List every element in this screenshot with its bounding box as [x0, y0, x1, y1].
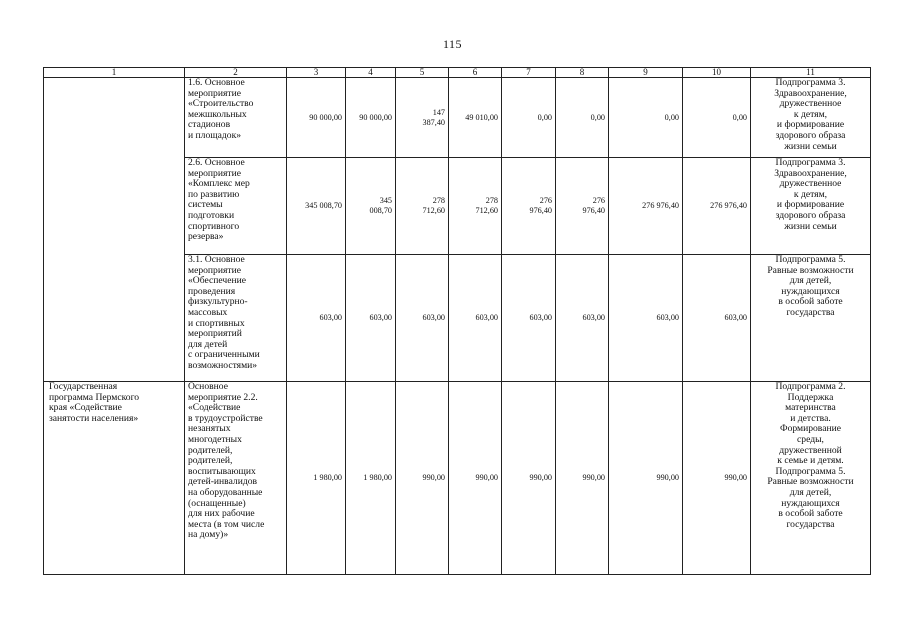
column-header: 6	[449, 68, 502, 78]
column-header: 11	[751, 68, 871, 78]
activity-cell: Основное мероприятие 2.2. «Содействие в трудоустройстве незанятых многодетных родителей, родителей, воспитывающих детей-инвалидов на оборудованные (оснащенные) для них рабочие места (в том числе на дому)»	[185, 382, 287, 575]
column-header: 7	[502, 68, 556, 78]
column-header: 3	[287, 68, 346, 78]
value-cell: 603,00	[449, 255, 502, 382]
value-cell: 345 008,70	[346, 158, 396, 255]
subprogram-cell: Подпрограмма 3. Здравоохранение, дружественное к детям, и формирование здорового образа жизни семьи	[751, 78, 871, 158]
value-cell: 278 712,60	[449, 158, 502, 255]
value-cell: 990,00	[609, 382, 683, 575]
value-cell: 90 000,00	[287, 78, 346, 158]
column-header: 9	[609, 68, 683, 78]
value-cell: 0,00	[609, 78, 683, 158]
value-cell: 276 976,40	[609, 158, 683, 255]
table-header-row	[44, 68, 871, 78]
value-cell: 1 980,00	[346, 382, 396, 575]
value-cell: 990,00	[449, 382, 502, 575]
value-cell: 603,00	[346, 255, 396, 382]
column-header: 8	[556, 68, 609, 78]
table-row	[44, 382, 871, 575]
value-cell: 90 000,00	[346, 78, 396, 158]
value-cell: 990,00	[502, 382, 556, 575]
value-cell: 990,00	[396, 382, 449, 575]
value-cell: 0,00	[556, 78, 609, 158]
column-header: 10	[683, 68, 751, 78]
value-cell: 345 008,70	[287, 158, 346, 255]
value-cell: 990,00	[683, 382, 751, 575]
value-cell: 603,00	[609, 255, 683, 382]
budget-table	[43, 67, 871, 575]
value-cell: 1 980,00	[287, 382, 346, 575]
table-row	[44, 78, 871, 158]
activity-cell: 1.6. Основное мероприятие «Строительство межшкольных стадионов и площадок»	[185, 78, 287, 158]
activity-cell: 3.1. Основное мероприятие «Обеспечение проведения физкультурно- массовых и спортивных мероприятий для детей с ограниченными возможностями»	[185, 255, 287, 382]
value-cell: 276 976,40	[502, 158, 556, 255]
value-cell: 603,00	[287, 255, 346, 382]
column-header: 1	[44, 68, 185, 78]
value-cell: 603,00	[502, 255, 556, 382]
subprogram-cell: Подпрограмма 2. Поддержка материнства и детства. Формирование среды, дружественной к семье и детям. Подпрограмма 5. Равные возможности для детей, нуждающихся в особой заботе государства	[751, 382, 871, 575]
value-cell: 0,00	[502, 78, 556, 158]
value-cell: 603,00	[396, 255, 449, 382]
column-header: 4	[346, 68, 396, 78]
page-number: 115	[442, 37, 463, 51]
program-cell	[44, 78, 185, 382]
subprogram-cell: Подпрограмма 5. Равные возможности для детей, нуждающихся в особой заботе государства	[751, 255, 871, 382]
column-header: 5	[396, 68, 449, 78]
value-cell: 49 010,00	[449, 78, 502, 158]
value-cell: 278 712,60	[396, 158, 449, 255]
value-cell: 0,00	[683, 78, 751, 158]
value-cell: 147 387,40	[396, 78, 449, 158]
value-cell: 603,00	[556, 255, 609, 382]
subprogram-cell: Подпрограмма 3. Здравоохранение, дружественное к детям, и формирование здорового образа жизни семьи	[751, 158, 871, 255]
value-cell: 276 976,40	[683, 158, 751, 255]
value-cell: 990,00	[556, 382, 609, 575]
activity-cell: 2.6. Основное мероприятие «Комплекс мер по развитию системы подготовки спортивного резерва»	[185, 158, 287, 255]
column-header: 2	[185, 68, 287, 78]
value-cell: 276 976,40	[556, 158, 609, 255]
program-cell: Государственная программа Пермского края «Содействие занятости населения»	[44, 382, 185, 575]
value-cell: 603,00	[683, 255, 751, 382]
